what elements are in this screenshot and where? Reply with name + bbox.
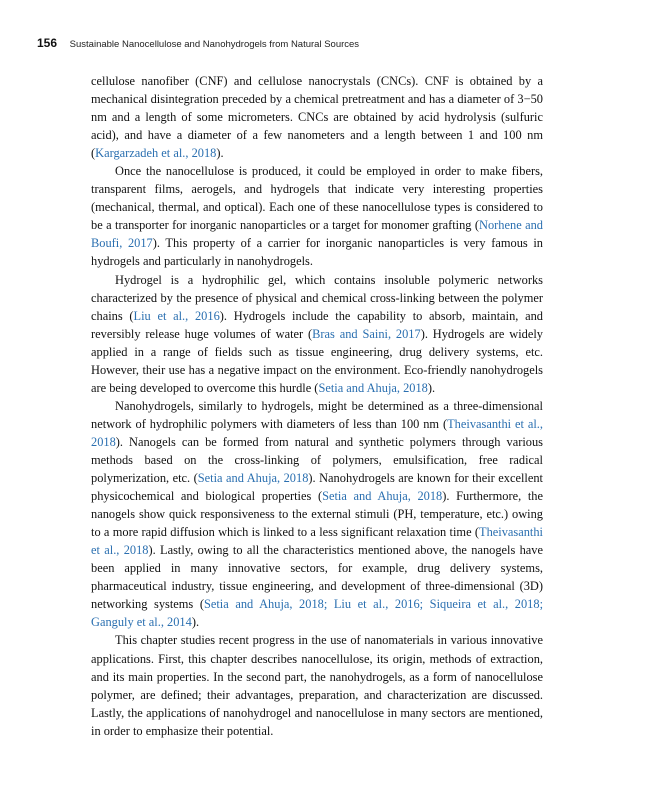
paragraph-text: ). (216, 146, 224, 161)
citation-link[interactable]: Setia and Ahuja, 2018 (197, 471, 309, 486)
running-header (37, 36, 597, 56)
body-text (91, 72, 543, 740)
paragraph-text: ). (427, 380, 436, 395)
paragraph-text: ). Hydrogels include the capability to absorb, maintain, and reversibly release huge volumes of water ( (91, 308, 543, 341)
citation-link[interactable]: Setia and Ahuja, 2018 (322, 489, 443, 504)
citation-link[interactable]: Norhene and Boufi, 2017 (91, 218, 543, 251)
citation-link[interactable]: Setia and Ahuja, 2018 (318, 380, 428, 395)
paragraph (91, 397, 543, 632)
paragraph (91, 162, 543, 270)
paragraph-text: ). Nanohydrogels are known for their excellent physicochemical and biological properties ( (91, 471, 543, 504)
citation-link[interactable]: Setia and Ahuja, 2018; Liu et al., 2016; Siqueira et al., 2018; Ganguly et al., 2014 (91, 597, 544, 630)
paragraph (91, 72, 543, 162)
paragraph-text: ). This property of a carrier for inorganic nanoparticles is very famous in hydrogels and particularly in nanohydrogels. (91, 236, 543, 269)
paragraph-text: This chapter studies recent progress in the use of nanomaterials in various innovative applications. First, this chapter describes nanocellulose, its origin, methods of extraction, and its main properties. In the second part, the nanohydrogels, as a form of nanocellulose polymer, are defined; their advantages, preparation, and characterization are discussed. Lastly, the applications of nanohydrogel and nanocellulose in many sectors are mentioned, in order to emphasize their potential. (91, 633, 543, 738)
paragraph-text: cellulose nanofiber (CNF) and cellulose nanocrystals (CNCs). CNF is obtained by a mechanical disintegration preceded by a chemical pretreatment and has a diameter of 3−50 nm and a length of some micrometers. CNCs are obtained by acid hydrolysis (sulfuric acid), and have a diameter of a few nanometers and a length between 1 and 100 nm ( (91, 74, 543, 161)
paragraph-text: Hydrogel is a hydrophilic gel, which contains insoluble polymeric networks characterized by the presence of physical and chemical cross-linking between the polymer chains ( (91, 272, 543, 323)
citation-link[interactable]: Bras and Saini, 2017 (312, 326, 421, 341)
paragraph-text: Once the nanocellulose is produced, it could be employed in order to make fibers, transparent films, aerogels, and hydrogels that indicate very interesting properties (mechanical, thermal, and optical). Each one of these nanocellulose types is considered to be a transporter for inorganic nanoparticles or a target for monomer grafting ( (91, 164, 543, 233)
paragraph-text: ). Hydrogels are widely applied in a range of fields such as tissue engineering, drug delivery systems, etc. However, their use has a negative impact on the environment. Eco-friendly nanohydrogels are being developed to overcome this hurdle ( (91, 326, 543, 395)
page-number: 156 (37, 36, 58, 50)
paragraph-text: Nanohydrogels, similarly to hydrogels, might be determined as a three-dimensional network of hydrophilic polymers with diameters of less than 100 nm ( (91, 398, 543, 431)
citation-link[interactable]: Kargarzadeh et al., 2018 (95, 146, 217, 161)
paragraph-text: ). (191, 615, 200, 630)
paragraph (91, 271, 543, 397)
running-title: Sustainable Nanocellulose and Nanohydrogels from Natural Sources (69, 39, 360, 50)
paragraph-text: ). Lastly, owing to all the characteristics mentioned above, the nanogels have been applied in many innovative sectors, for example, drug delivery systems, pharmaceutical industry, tissue engineering, and development of three-dimensional (3D) networking systems ( (91, 543, 543, 612)
citation-link[interactable]: Liu et al., 2016 (133, 308, 220, 323)
citation-link[interactable]: Theivasanthi et al., 2018 (91, 416, 543, 449)
citation-link[interactable]: Theivasanthi et al., 2018 (91, 525, 543, 558)
paragraph (91, 631, 543, 739)
paragraph-text: ). Nanogels can be formed from natural and synthetic polymers through various methods based on the cross-linking of polymers, emulsification, free radical polymerization, etc. ( (91, 434, 543, 486)
paragraph-text: ). Furthermore, the nanogels show quick responsiveness to the external stimuli (PH, temperature, etc.) owing to a more rapid diffusion which is linked to a less significant relaxation time ( (91, 489, 543, 540)
